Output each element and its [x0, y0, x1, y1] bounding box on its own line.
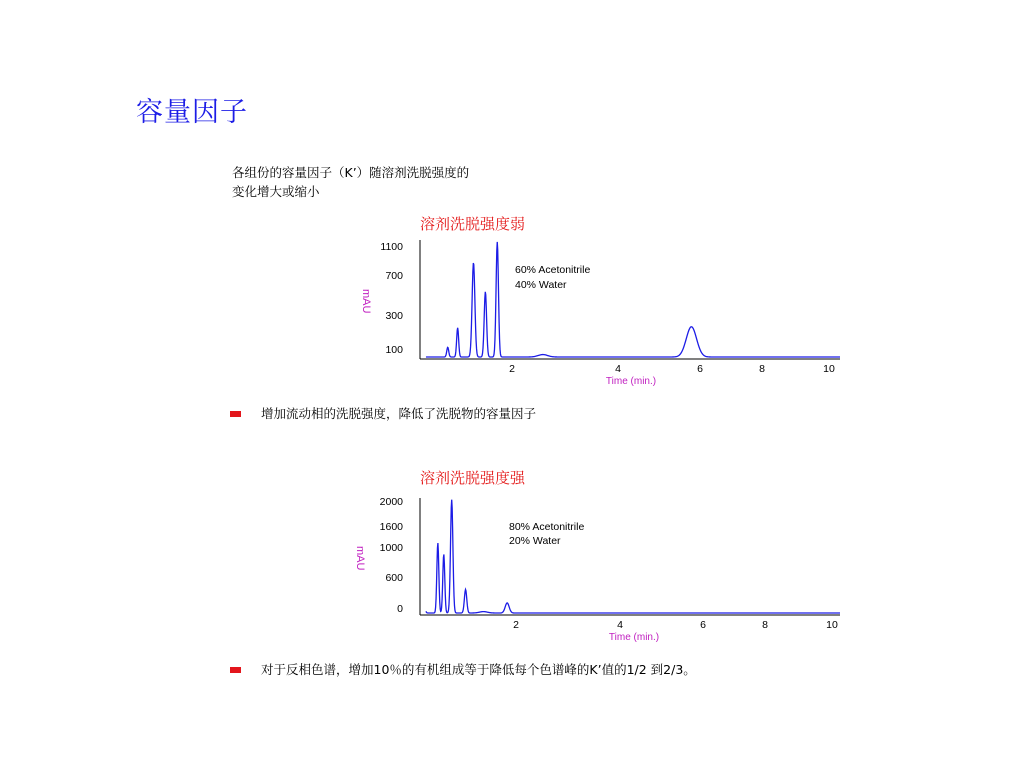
- x-tick-label: 10: [823, 363, 835, 375]
- x-tick-label: 6: [700, 619, 706, 631]
- y-tick-label: 1000: [379, 542, 403, 554]
- bullet-text: 对于反相色谱，增加10％的有机组成等于降低每个色谱峰的K’值的1/2 到2/3。: [261, 662, 696, 677]
- bullet-item: [230, 660, 696, 678]
- x-tick-label: 10: [826, 619, 838, 631]
- x-tick-label: 4: [617, 619, 623, 631]
- chromatogram-trace: [426, 500, 840, 613]
- x-tick-label: 8: [759, 363, 765, 375]
- annotation-line: 20% Water: [509, 535, 561, 547]
- y-tick-label: 100: [385, 344, 403, 356]
- bullet-marker: [230, 411, 241, 417]
- chart-title-strong: 溶剂洗脱强度强: [420, 469, 526, 487]
- x-tick-label: 8: [762, 619, 768, 631]
- annotation-line: 80% Acetonitrile: [509, 521, 585, 533]
- page-title: 容量因子: [136, 97, 248, 128]
- annotation-line: 60% Acetonitrile: [515, 264, 591, 276]
- bullet-marker: [230, 667, 241, 673]
- x-tick-label: 2: [509, 363, 515, 375]
- bullet-text: 增加流动相的洗脱强度，降低了洗脱物的容量因子: [261, 406, 537, 421]
- y-axis-label: mAU: [360, 289, 372, 314]
- x-axis-label: Time (min.): [608, 632, 660, 643]
- y-tick-labels: [380, 241, 403, 356]
- y-tick-label: 700: [385, 270, 403, 282]
- x-tick-labels: [513, 619, 838, 631]
- chromatogram-trace: [426, 242, 840, 357]
- chart-title-weak: 溶剂洗脱强度弱: [420, 215, 526, 233]
- y-tick-labels: [380, 496, 404, 615]
- annotation-line: 40% Water: [515, 279, 567, 291]
- y-tick-label: 0: [397, 603, 403, 615]
- chromatogram-weak: [350, 235, 850, 395]
- x-tick-label: 2: [513, 619, 519, 631]
- x-tick-label: 4: [615, 363, 621, 375]
- intro-text: [232, 163, 469, 201]
- intro-line: 各组份的容量因子（K’）随溶剂洗脱强度的: [232, 165, 470, 180]
- x-tick-label: 6: [697, 363, 703, 375]
- intro-line: 变化增大或缩小: [232, 184, 320, 199]
- bullet-item: [230, 404, 536, 422]
- y-tick-label: 1600: [379, 521, 403, 533]
- y-tick-label: 1100: [380, 241, 403, 253]
- y-tick-label: 600: [385, 572, 403, 584]
- y-tick-label: 2000: [379, 496, 403, 508]
- y-tick-label: 300: [385, 310, 403, 322]
- x-axis-label: Time (min.): [605, 376, 657, 387]
- chromatogram-strong: [350, 490, 850, 650]
- x-tick-labels: [509, 363, 835, 375]
- y-axis-label: mAU: [354, 546, 366, 571]
